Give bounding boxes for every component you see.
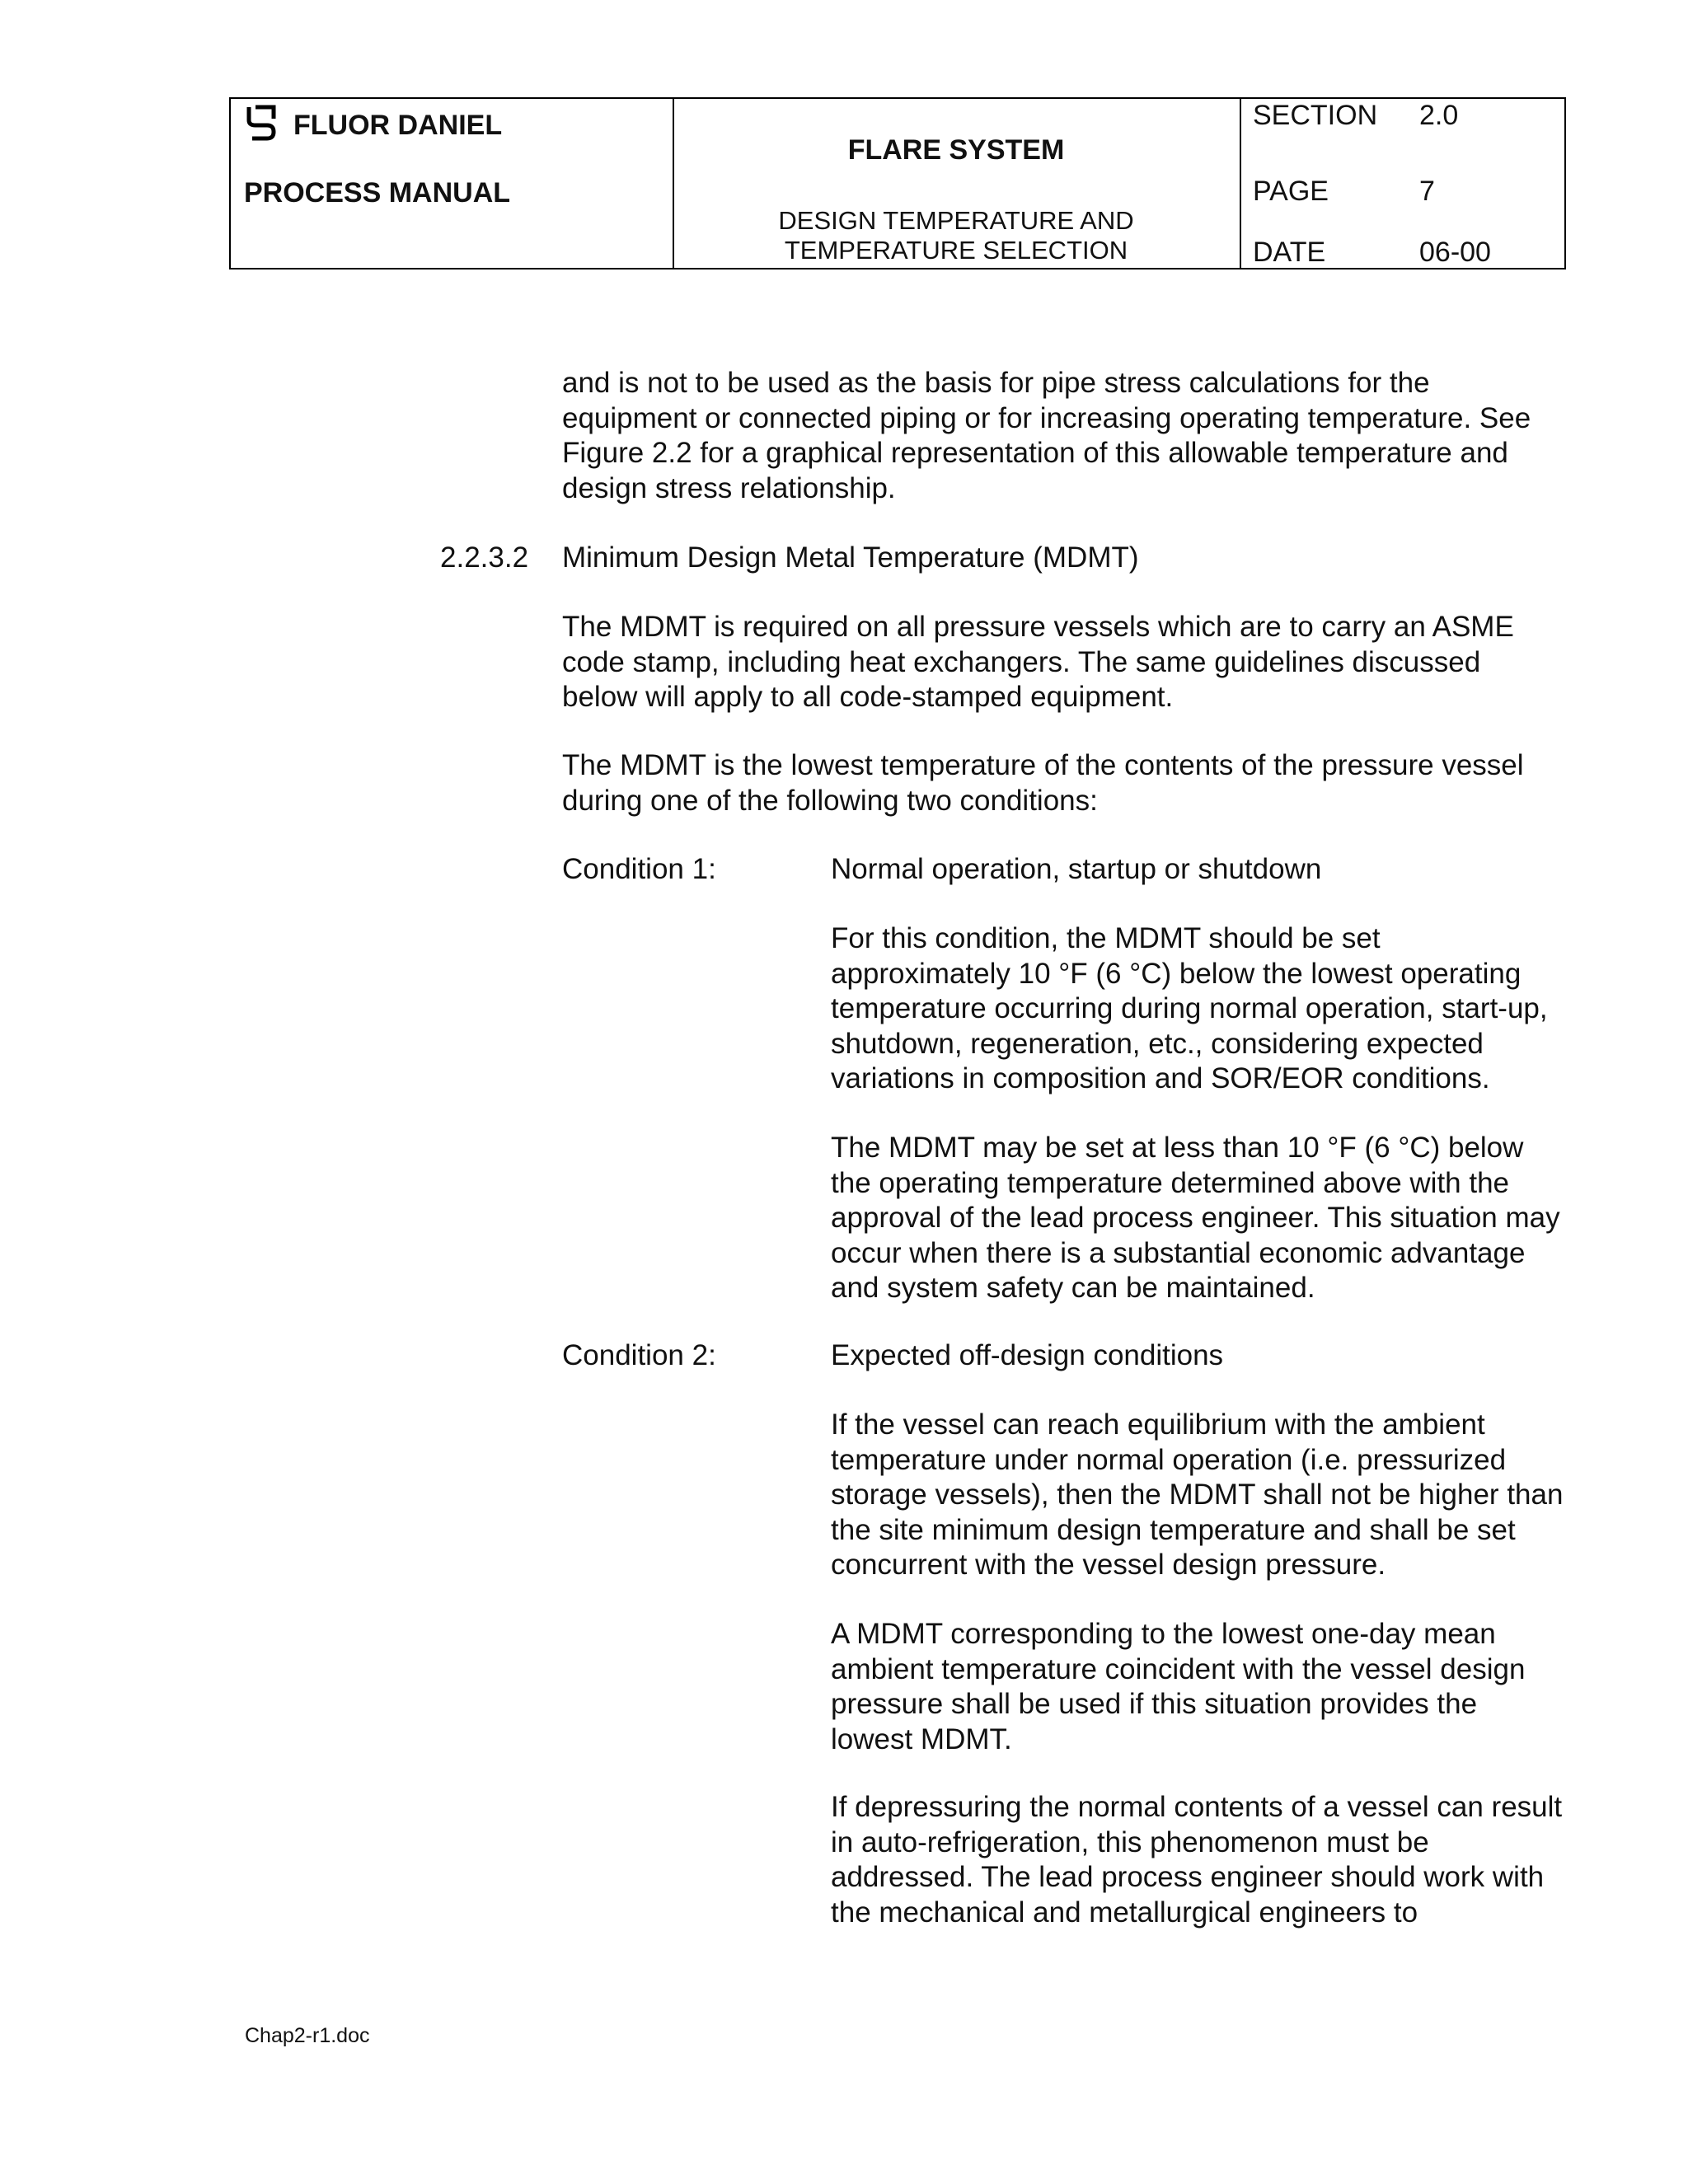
condition1-label: Condition 1: <box>562 853 716 885</box>
document-header <box>229 97 1566 269</box>
document-title: FLARE SYSTEM <box>847 134 1065 166</box>
header-divider <box>1240 99 1241 268</box>
mdmt-definition-paragraph: The MDMT is the lowest temperature of the contents of the pressure vessel during one of the following two conditions: <box>562 749 1524 817</box>
section-number: 2.2.3.2 <box>440 541 529 574</box>
page-label: PAGE <box>1253 176 1329 207</box>
document-subtitle-line1: DESIGN TEMPERATURE AND <box>778 206 1134 235</box>
condition2-paragraph: A MDMT corresponding to the lowest one-day mean ambient temperature coincident with the vessel design pressure shall be used if this situation provides the lowest MDMT. <box>831 1618 1526 1755</box>
condition2-paragraph: If the vessel can reach equilibrium with the ambient temperature under normal operation (i.e. pressurized storage vessels), then the MDMT shall not be higher than the site minimum design temperature and shall be set concurrent with the vessel design pressure. <box>831 1408 1564 1581</box>
section-label: SECTION <box>1253 100 1378 131</box>
manual-name: PROCESS MANUAL <box>244 177 511 209</box>
mdmt-requirement-paragraph: The MDMT is required on all pressure vessels which are to carry an ASME code stamp, including heat exchangers. The same guidelines discussed below will apply to all code-stamped equipment. <box>562 611 1514 713</box>
footer-filename: Chap2-r1.doc <box>245 2024 370 2047</box>
date-value: 06-00 <box>1419 237 1491 268</box>
condition1-paragraph: The MDMT may be set at less than 10 °F (6 °C) below the operating temperature determined above with the approval of the lead process engineer. This situation may occur when there is a substantial economic advantage and system safety can be maintained. <box>831 1132 1560 1304</box>
company-name: FLUOR DANIEL <box>293 110 503 141</box>
section-heading: Minimum Design Metal Temperature (MDMT) <box>562 541 1139 574</box>
condition1-paragraph: For this condition, the MDMT should be set approximately 10 °F (6 °C) below the lowest operating temperature occurring during normal operation, start-up, shutdown, regeneration, etc., considering expected variations in composition and SOR/EOR conditions. <box>831 922 1548 1094</box>
intro-paragraph: and is not to be used as the basis for pipe stress calculations for the equipment or connected piping or for increasing operating temperature. See Figure 2.2 for a graphical representation of this allowable temperature and design stress relationship. <box>562 367 1531 504</box>
fluor-daniel-logo-icon <box>244 104 279 142</box>
document-subtitle-line2: TEMPERATURE SELECTION <box>784 236 1128 265</box>
page-number: 7 <box>1419 176 1435 207</box>
condition2-paragraph: If depressuring the normal contents of a vessel can result in auto-refrigeration, this phenomenon must be addressed. The lead process engineer should work with the mechanical and metallurgical engineers to <box>831 1791 1563 1929</box>
section-value: 2.0 <box>1419 100 1459 131</box>
condition1-title: Normal operation, startup or shutdown <box>831 853 1322 885</box>
condition2-title: Expected off-design conditions <box>831 1339 1224 1371</box>
condition2-label: Condition 2: <box>562 1339 716 1371</box>
date-label: DATE <box>1253 237 1326 268</box>
